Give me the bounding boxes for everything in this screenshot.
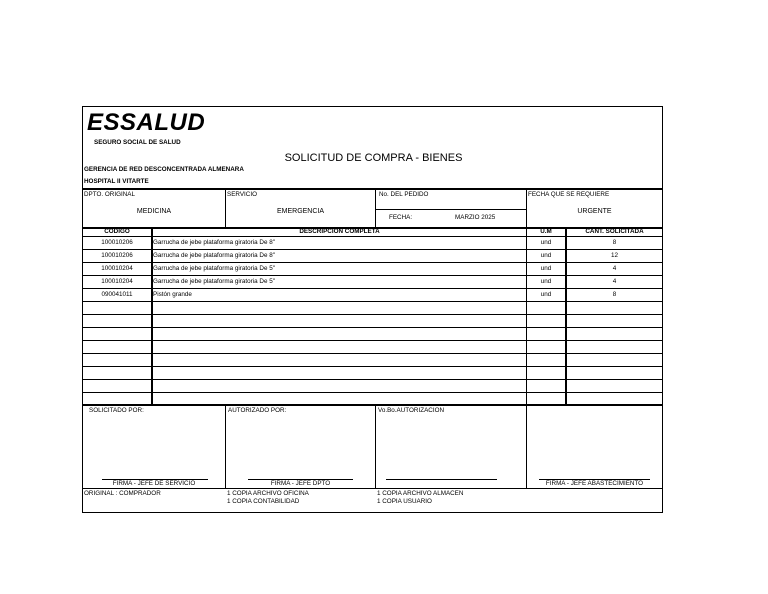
row-1-cantidad: 8 xyxy=(612,239,617,246)
form-title: SOLICITUD DE COMPRA - BIENES xyxy=(284,152,463,164)
col-header-codigo: CODIGO xyxy=(104,228,130,235)
hospital-text: HOSPITAL II VITARTE xyxy=(84,178,149,185)
row-3-descripcion: Garrucha de jebe plataforma giratoria De 5" xyxy=(153,265,275,272)
col-header-um: U.M xyxy=(540,228,552,235)
footer-original: ORIGINAL : COMPRADOR xyxy=(84,490,161,497)
row-1-descripcion: Garrucha de jebe plataforma giratoria De 8" xyxy=(153,239,275,246)
row-1-um: und xyxy=(540,239,552,246)
row-4-descripcion: Garrucha de jebe plataforma giratoria De 5" xyxy=(153,278,275,285)
row-5-codigo: 090041011 xyxy=(101,291,133,298)
footer-copia-archivo-oficina: 1 COPIA ARCHIVO OFICINA xyxy=(227,490,309,497)
requiere-value: URGENTE xyxy=(577,208,612,215)
pedido-label: No. DEL PEDIDO xyxy=(379,191,429,198)
essalud-logo: ESSALUD xyxy=(87,109,206,136)
gerencia-text: GERENCIA DE RED DESCONCENTRADA ALMENARA xyxy=(84,166,244,173)
vobo-label: Vo.Bo.AUTORIZACION xyxy=(378,407,445,414)
fecha-value: MARZIO 2025 xyxy=(455,214,496,221)
col-header-descripcion: DESCRIPCION COMPLETA xyxy=(299,228,380,235)
solicitado-label: SOLICITADO POR: xyxy=(89,407,144,414)
row-3-codigo: 100010204 xyxy=(101,265,133,272)
row-5-descripcion: Pistón grande xyxy=(153,291,192,298)
requiere-label: FECHA QUE SE REQUIERE xyxy=(528,191,610,198)
autorizado-label: AUTORIZADO POR: xyxy=(228,407,287,414)
dpto-value: MEDICINA xyxy=(136,208,172,215)
row-2-codigo: 100010206 xyxy=(101,252,133,259)
org-subtitle: SEGURO SOCIAL DE SALUD xyxy=(94,139,181,146)
dpto-label: DPTO. ORIGINAL xyxy=(84,191,135,198)
servicio-label: SERVICIO xyxy=(227,191,257,198)
footer-copia-usuario: 1 COPIA USUARIO xyxy=(377,498,432,505)
row-4-codigo: 100010204 xyxy=(101,278,133,285)
row-1-codigo: 100010206 xyxy=(101,239,133,246)
fecha-label: FECHA: xyxy=(389,214,413,221)
row-5-cantidad: 8 xyxy=(612,291,617,298)
firma-dpto: FIRMA - JEFE DPTO xyxy=(270,480,331,487)
row-4-cantidad: 4 xyxy=(612,278,617,285)
firma-servicio: FIRMA - JEFE DE SERVICIO xyxy=(112,480,196,487)
row-3-cantidad: 4 xyxy=(612,265,617,272)
footer-copia-contabilidad: 1 COPIA CONTABILIDAD xyxy=(227,498,300,505)
signature-line-vobo xyxy=(386,479,497,480)
servicio-value: EMERGENCIA xyxy=(276,208,325,215)
firma-abastecimiento: FIRMA - JEFE ABASTECIMIENTO xyxy=(545,480,644,487)
row-3-um: und xyxy=(540,265,552,272)
purchase-request-form xyxy=(82,106,663,513)
row-2-cantidad: 12 xyxy=(610,252,618,259)
row-2-um: und xyxy=(540,252,552,259)
footer-copia-archivo-almacen: 1 COPIA ARCHIVO ALMACEN xyxy=(377,490,464,497)
row-2-descripcion: Garrucha de jebe plataforma giratoria De 8" xyxy=(153,252,275,259)
row-4-um: und xyxy=(540,278,552,285)
col-header-cantidad: CANT. SOLICITADA xyxy=(585,228,644,235)
row-5-um: und xyxy=(540,291,552,298)
